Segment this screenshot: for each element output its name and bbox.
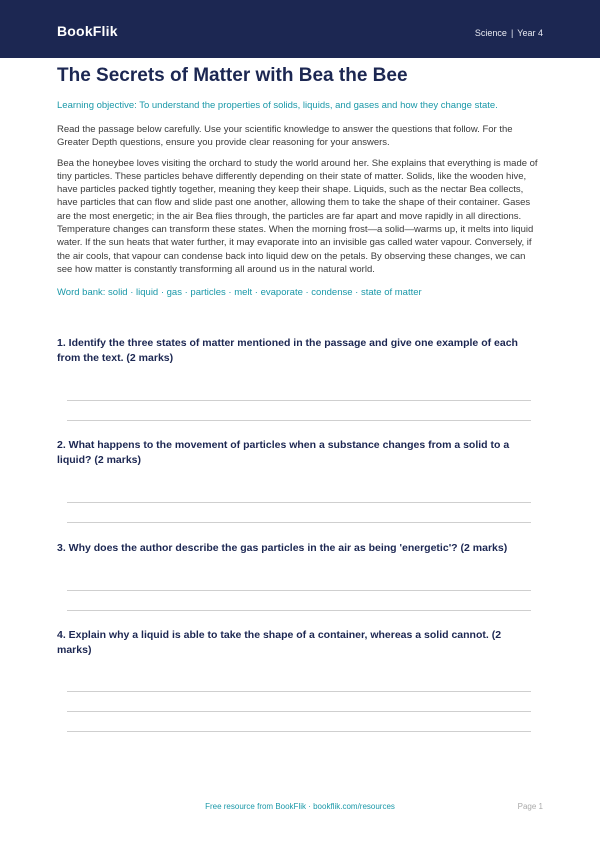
instructions-text: Read the passage below carefully. Use your scientific knowledge to answer the questions that follow. For the Greater Depth questions, ensure you provide clear reasoning for your answers. bbox=[57, 124, 513, 149]
question-3 bbox=[57, 541, 531, 556]
answer-line[interactable] bbox=[67, 420, 531, 421]
question-text: 4. Explain why a liquid is able to take the shape of a container, whereas a solid cannot. (2 marks) bbox=[57, 629, 502, 656]
subject-separator: | bbox=[510, 28, 514, 38]
learning-objective: Learning objective: To understand the properties of solids, liquids, and gases and how they change state. bbox=[57, 100, 498, 111]
answer-line[interactable] bbox=[67, 711, 531, 712]
answer-line[interactable] bbox=[67, 691, 531, 692]
footer-link[interactable]: Free resource from BookFlik · bookflik.com/resources bbox=[205, 802, 395, 811]
question-text: 2. What happens to the movement of particles when a substance changes from a solid to a liquid? (2 marks) bbox=[57, 439, 510, 466]
question-text: 3. Why does the author describe the gas particles in the air as being 'energetic'? (2 marks) bbox=[57, 542, 508, 554]
question-1 bbox=[57, 336, 531, 366]
question-text: 1. Identify the three states of matter mentioned in the passage and give one example of each from the text. (2 marks) bbox=[57, 337, 518, 364]
question-2 bbox=[57, 438, 531, 468]
subject-name: Science bbox=[474, 28, 507, 38]
reading-passage: Bea the honeybee loves visiting the orchard to study the world around her. She explains that everything is made of tiny particles. These particles behave differently depending on their state of matter. Solids, like the wooden hive, have particles packed tightly together, meaning they keep their shape. Liquids, such as the nectar Bea collects, have particles that can flow and slide past one another, allowing them to take the shape of their container. Gases are the most energetic; in the air Bea flies through, the particles are far apart and move rapidly in all directions. Temperature changes can transform these states. When the morning frost—a solid—warms up, it melts into liquid water. If the sun heats that water further, it may evaporate into an invisible gas called water vapour. Conversely, if the air cools, that vapour can condense back into liquid dew on the petals. By observing these changes, we can see how matter is constantly transforming all around us in the natural world. bbox=[57, 157, 538, 275]
question-4 bbox=[57, 628, 531, 658]
answer-line[interactable] bbox=[67, 522, 531, 523]
subject-label bbox=[475, 28, 543, 38]
answer-line[interactable] bbox=[67, 610, 531, 611]
answer-line[interactable] bbox=[67, 400, 531, 401]
page-title: The Secrets of Matter with Bea the Bee bbox=[57, 65, 408, 86]
brand-logo-text[interactable]: BookFlik bbox=[57, 23, 118, 39]
answer-line[interactable] bbox=[67, 502, 531, 503]
answer-line[interactable] bbox=[67, 590, 531, 591]
worksheet-content bbox=[57, 64, 543, 299]
page-number: Page 1 bbox=[517, 802, 543, 811]
header-bar bbox=[0, 0, 600, 58]
word-bank: Word bank: solid · liquid · gas · particles · melt · evaporate · condense · state of matter bbox=[57, 287, 422, 299]
answer-line[interactable] bbox=[67, 731, 531, 732]
year-label: Year 4 bbox=[517, 28, 543, 38]
